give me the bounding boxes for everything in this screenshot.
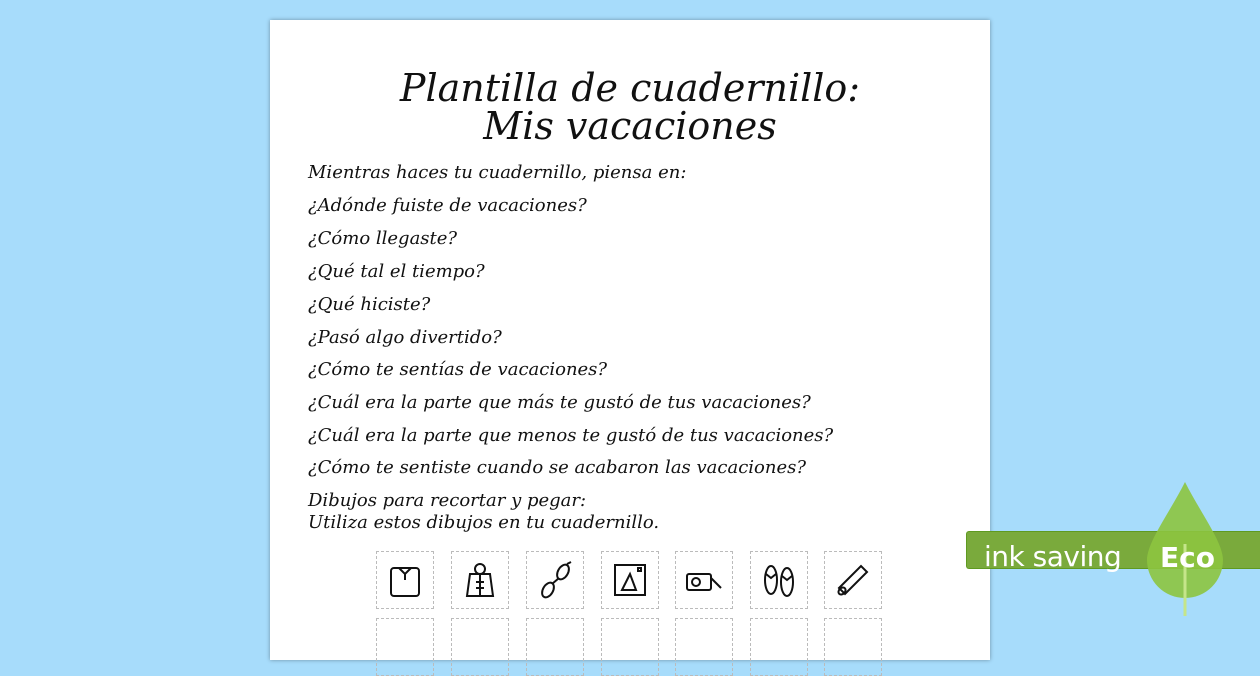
question: ¿Pasó algo divertido? — [308, 327, 502, 348]
question: ¿Cómo te sentías de vacaciones? — [308, 359, 608, 380]
question: ¿Cuál era la parte que menos te gustó de tus vacaciones? — [308, 425, 834, 446]
photo-icon — [601, 551, 659, 609]
shirt-icon — [376, 551, 434, 609]
cutout-icon — [824, 618, 882, 676]
title-line-2: Mis vacaciones — [483, 104, 777, 148]
ink-saving-text: ink saving — [984, 540, 1122, 573]
cutout-icon — [750, 618, 808, 676]
question: ¿Cuál era la parte que más te gustó de tus vacaciones? — [308, 392, 811, 413]
cutout-icon — [601, 618, 659, 676]
question: ¿Cómo llegaste? — [308, 228, 458, 249]
jacket-icon — [451, 551, 509, 609]
eco-label: Eco — [1160, 541, 1215, 574]
cutout-instruction: Utiliza estos dibujos en tu cuadernillo. — [308, 512, 660, 533]
cutout-icon — [675, 618, 733, 676]
towel-icon — [824, 551, 882, 609]
cutout-heading: Dibujos para recortar y pegar: — [308, 490, 587, 511]
sunglasses-icon — [526, 551, 584, 609]
flip-flops-icon — [750, 551, 808, 609]
worksheet-page — [270, 20, 990, 660]
question: ¿Qué hiciste? — [308, 294, 431, 315]
intro-text: Mientras haces tu cuadernillo, piensa en: — [308, 162, 687, 183]
title-line-1: Plantilla de cuadernillo: — [399, 66, 861, 110]
cutout-icon — [376, 618, 434, 676]
cutout-icon — [451, 618, 509, 676]
question: ¿Cómo te sentiste cuando se acabaron las vacaciones? — [308, 457, 807, 478]
question: ¿Qué tal el tiempo? — [308, 261, 485, 282]
question: ¿Adónde fuiste de vacaciones? — [308, 195, 587, 216]
cutout-icon — [526, 618, 584, 676]
camera-icon — [675, 551, 733, 609]
